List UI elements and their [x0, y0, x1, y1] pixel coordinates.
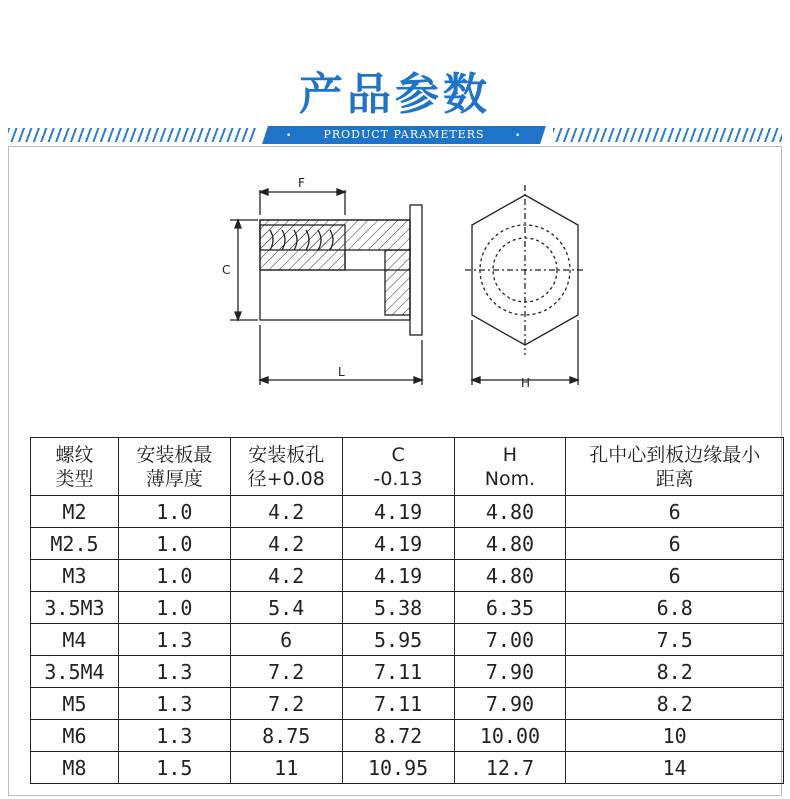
cell-c: 7.11	[342, 688, 454, 720]
technical-drawing	[220, 170, 600, 400]
section-banner	[8, 126, 782, 146]
cell-c: 7.11	[342, 656, 454, 688]
table-row	[31, 688, 784, 720]
cell-thread-type: M4	[31, 624, 119, 656]
cell-thread-type: M6	[31, 720, 119, 752]
table-row	[31, 592, 784, 624]
cell-c: 5.38	[342, 592, 454, 624]
cell-edge-distance: 8.2	[566, 656, 784, 688]
cell-edge-distance: 6.8	[566, 592, 784, 624]
header-min-plate-thickness: 安装板最 薄厚度	[118, 438, 230, 496]
cell-hole-diameter: 4.2	[230, 496, 342, 528]
cell-hole-diameter: 5.4	[230, 592, 342, 624]
cell-min-thickness: 1.3	[118, 688, 230, 720]
banner-subtitle: PRODUCT PARAMETERS	[323, 128, 485, 141]
cell-edge-distance: 10	[566, 720, 784, 752]
header-thread-type: 螺纹 类型	[31, 438, 119, 496]
cell-h: 10.00	[454, 720, 566, 752]
cell-h: 4.80	[454, 528, 566, 560]
cell-c: 5.95	[342, 624, 454, 656]
header-c: C -0.13	[342, 438, 454, 496]
banner-stripes-right	[553, 128, 782, 142]
cell-min-thickness: 1.0	[118, 592, 230, 624]
table-row	[31, 560, 784, 592]
cell-h: 4.80	[454, 560, 566, 592]
cell-edge-distance: 6	[566, 496, 784, 528]
cell-hole-diameter: 4.2	[230, 528, 342, 560]
cell-c: 4.19	[342, 560, 454, 592]
label-h: H	[521, 376, 531, 390]
cell-thread-type: M2.5	[31, 528, 119, 560]
flange-hatch	[385, 250, 410, 315]
banner-stripes-left	[8, 128, 256, 142]
table-row	[31, 496, 784, 528]
cell-h: 6.35	[454, 592, 566, 624]
page-title: 产品参数	[299, 69, 491, 120]
table-row	[31, 528, 784, 560]
cell-min-thickness: 1.3	[118, 624, 230, 656]
cell-hole-diameter: 7.2	[230, 688, 342, 720]
cell-hole-diameter: 7.2	[230, 656, 342, 688]
table-row	[31, 624, 784, 656]
cell-h: 7.90	[454, 656, 566, 688]
cell-thread-type: M5	[31, 688, 119, 720]
parameters-table	[30, 437, 784, 784]
cell-min-thickness: 1.0	[118, 496, 230, 528]
cell-min-thickness: 1.0	[118, 528, 230, 560]
cell-h: 7.00	[454, 624, 566, 656]
table-row	[31, 752, 784, 784]
cell-hole-diameter: 4.2	[230, 560, 342, 592]
flange	[410, 205, 422, 335]
cell-hole-diameter: 11	[230, 752, 342, 784]
header-hole-diameter: 安装板孔 径+0.08	[230, 438, 342, 496]
table-header-row	[31, 438, 784, 496]
cell-min-thickness: 1.5	[118, 752, 230, 784]
cell-hole-diameter: 8.75	[230, 720, 342, 752]
header-h: H Nom.	[454, 438, 566, 496]
cell-c: 8.72	[342, 720, 454, 752]
cell-c: 4.19	[342, 528, 454, 560]
cell-edge-distance: 8.2	[566, 688, 784, 720]
cell-thread-type: M2	[31, 496, 119, 528]
cell-edge-distance: 6	[566, 560, 784, 592]
label-f: F	[298, 176, 305, 190]
cell-c: 4.19	[342, 496, 454, 528]
cell-min-thickness: 1.0	[118, 560, 230, 592]
banner-dot-left: •	[286, 131, 292, 141]
label-l: L	[338, 365, 345, 379]
banner-dot-right: •	[515, 131, 521, 141]
cell-thread-type: M3	[31, 560, 119, 592]
table-row	[31, 656, 784, 688]
cell-thread-type: M8	[31, 752, 119, 784]
header-min-edge-distance: 孔中心到板边缘最小 距离	[566, 438, 784, 496]
cell-h: 4.80	[454, 496, 566, 528]
label-c: C	[222, 263, 231, 277]
cell-edge-distance: 6	[566, 528, 784, 560]
cell-min-thickness: 1.3	[118, 720, 230, 752]
cell-min-thickness: 1.3	[118, 656, 230, 688]
cell-h: 7.90	[454, 688, 566, 720]
thread-section	[260, 225, 345, 270]
cell-hole-diameter: 6	[230, 624, 342, 656]
cell-thread-type: 3.5M3	[31, 592, 119, 624]
cell-edge-distance: 7.5	[566, 624, 784, 656]
cell-thread-type: 3.5M4	[31, 656, 119, 688]
cell-c: 10.95	[342, 752, 454, 784]
cell-edge-distance: 14	[566, 752, 784, 784]
cell-h: 12.7	[454, 752, 566, 784]
table-body	[31, 496, 784, 784]
table-row	[31, 720, 784, 752]
